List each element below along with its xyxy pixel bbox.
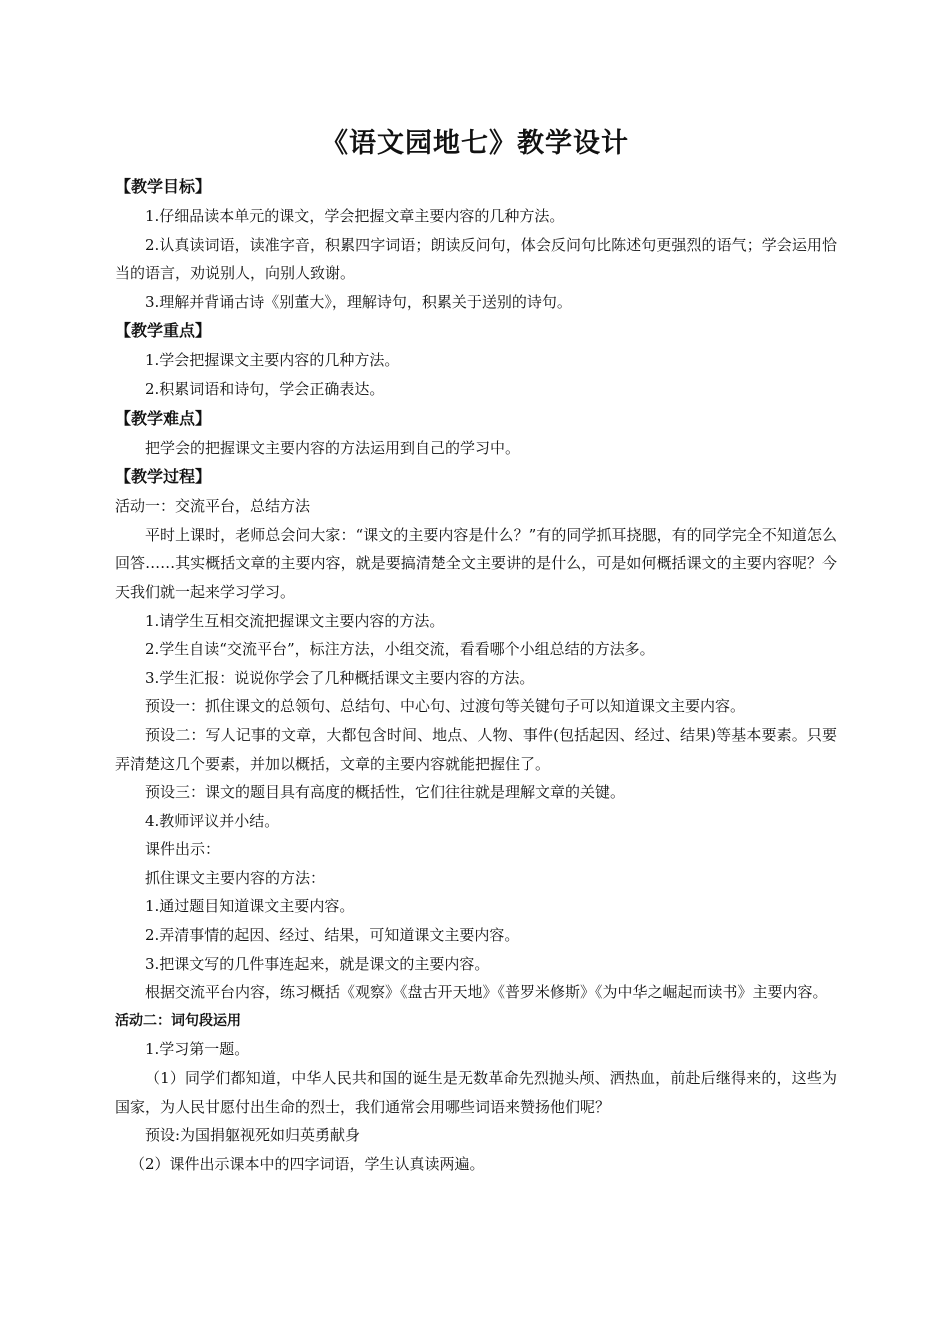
section-heading-process: 【教学过程】	[115, 467, 212, 487]
activity-1-paragraph: 3.把课文写的几件事连起来，就是课文的主要内容。	[145, 954, 490, 973]
activity-1-paragraph: 1.请学生互相交流把握课文主要内容的方法。	[145, 611, 445, 630]
activity-1-paragraph: 3.学生汇报：说说你学会了几种概括课文主要内容的方法。	[145, 668, 535, 687]
activity-1-paragraph: 课件出示：	[145, 840, 221, 859]
activity-2-title: 活动二：词句段运用	[115, 1012, 241, 1029]
activity-2-paragraph: 1.学习第一题。	[145, 1040, 250, 1059]
activity-1-paragraph: 预设一：抓住课文的总领句、总结句、中心句、过渡句等关键句子可以知道课文主要内容。	[145, 697, 746, 716]
activity-1-title: 活动一：交流平台，总结方法	[115, 497, 311, 516]
key-point-item-2: 2.积累词语和诗句，学会正确表达。	[145, 379, 385, 398]
activity-1-paragraph: 1.通过题目知道课文主要内容。	[145, 897, 355, 916]
key-point-item-1: 1.学会把握课文主要内容的几种方法。	[145, 351, 400, 370]
activity-2-paragraph: （2）课件出示课本中的四字词语，学生认真读两遍。	[130, 1154, 485, 1173]
activity-1-paragraph: 抓住课文主要内容的方法：	[145, 868, 326, 887]
activity-1-paragraph: 平时上课时，老师总会问大家：“课文的主要内容是什么？”有的同学抓耳挠腮，有的同学完全不知道怎么回答……其实概括文章的主要内容，就是要搞清楚全文主要讲的是什么，可是如何概括课文的主要内容呢？今天我们就一起来学习学习。	[115, 525, 837, 601]
activity-1-paragraph: 2.学生自读“交流平台”，标注方法，小组交流，看看哪个小组总结的方法多。	[145, 640, 655, 659]
section-heading-goals: 【教学目标】	[115, 177, 212, 196]
section-heading-key-points: 【教学重点】	[115, 321, 212, 341]
document-title: 《语文园地七》教学设计	[321, 128, 629, 159]
document-body	[115, 172, 837, 1178]
activity-1-paragraph: 2.弄清事情的起因、经过、结果，可知道课文主要内容。	[145, 926, 520, 945]
goal-item-1: 1.仔细品读本单元的课文，学会把握文章主要内容的几种方法。	[145, 207, 565, 225]
activity-1-paragraph: 预设三：课文的题目具有高度的概括性，它们往往就是理解文章的关键。	[145, 783, 626, 802]
section-heading-difficulties: 【教学难点】	[115, 408, 212, 428]
activity-2-paragraph: 预设:为国捐躯视死如归英勇献身	[145, 1126, 361, 1145]
activity-2-paragraph: （1）同学们都知道，中华人民共和国的诞生是无数革命先烈抛头颅、洒热血，前赴后继得来的，这些为国家，为人民甘愿付出生命的烈士，我们通常会用哪些词语来赞扬他们呢？	[115, 1069, 837, 1116]
activity-1-paragraph: 4.教师评议并小结。	[145, 811, 280, 830]
activity-1-paragraph: 预设二：写人记事的文章，大都包含时间、地点、人物、事件(包括起因、经过、结果)等基本要素。只要弄清楚这几个要素，并加以概括，文章的主要内容就能把握住了。	[115, 725, 837, 773]
difficulty-item-1: 把学会的把握课文主要内容的方法运用到自己的学习中。	[145, 438, 521, 457]
goal-item-2: 2.认真读词语，读准字音，积累四字词语；朗读反问句，体会反问句比陈述句更强烈的语气；学会运用恰当的语言，劝说别人，向别人致谢。	[115, 235, 837, 283]
activity-1-paragraph: 根据交流平台内容，练习概括《观察》《盘古开天地》《普罗米修斯》《为中华之崛起而读书》主要内容。	[145, 983, 828, 1002]
goal-item-3: 3.理解并背诵古诗《别董大》，理解诗句，积累关于送别的诗句。	[145, 292, 572, 311]
